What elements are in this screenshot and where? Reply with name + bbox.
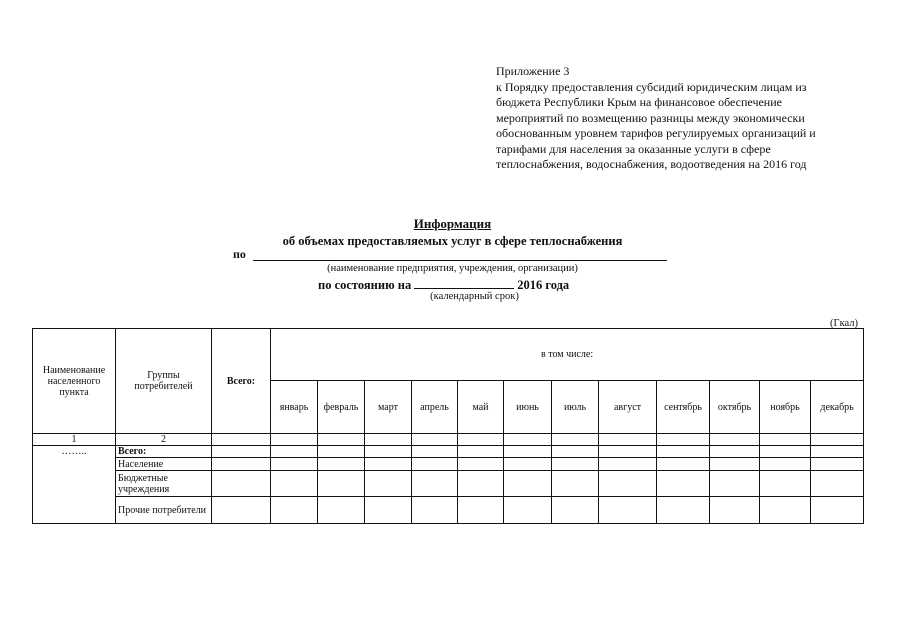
org-name-field[interactable]: [253, 260, 667, 261]
column-number: 2: [116, 434, 212, 446]
annex-line: теплоснабжения, водоснабжения, водоотведения на 2016 год: [496, 157, 807, 171]
header-including: в том числе:: [271, 329, 864, 381]
row-other-label: Прочие потребители: [116, 497, 212, 524]
month-header: июль: [552, 381, 599, 434]
month-header: январь: [271, 381, 318, 434]
month-header: октябрь: [710, 381, 760, 434]
month-header: март: [365, 381, 412, 434]
services-table: [32, 328, 864, 524]
annex-line: мероприятий по возмещению разницы между экономически: [496, 110, 805, 125]
annex-line: Приложение 3: [496, 64, 570, 78]
as-of-suffix: 2016 года: [517, 278, 570, 292]
date-caption: (календарный срок): [430, 291, 519, 302]
unit-label: (Гкал): [830, 318, 858, 329]
month-header: май: [458, 381, 504, 434]
annex-reference: [496, 64, 876, 173]
month-header: июнь: [504, 381, 552, 434]
row-budget-label: Бюджетные учреждения: [116, 471, 212, 497]
as-of-prefix: по состоянию на: [318, 278, 412, 292]
month-header: август: [599, 381, 657, 434]
document-subtitle: об объемах предоставляемых услуг в сфере теплоснабжения: [282, 234, 623, 248]
month-header: апрель: [412, 381, 458, 434]
date-field[interactable]: [414, 277, 514, 289]
annex-line: тарифами для населения за оказанные услуги в сфере: [496, 141, 771, 156]
header-total: Всего:: [212, 329, 271, 434]
month-header: февраль: [318, 381, 365, 434]
month-header: сентябрь: [657, 381, 710, 434]
annex-line: обоснованным уровнем тарифов регулируемых организаций и: [496, 126, 816, 140]
header-group: Группы потребителей: [116, 329, 212, 434]
po-label: по: [233, 247, 246, 261]
org-caption: (наименование предприятия, учреждения, организации): [327, 263, 578, 274]
row-population-label: Население: [116, 458, 212, 471]
settlement-cell[interactable]: [33, 446, 116, 524]
row-total-label: Всего:: [116, 446, 212, 458]
column-number: 1: [33, 434, 116, 446]
document-title: Информация: [413, 216, 492, 231]
settlement-placeholder: ……..: [61, 446, 87, 457]
header-settlement: Наименование населенного пункта: [33, 329, 116, 434]
month-header: ноябрь: [760, 381, 811, 434]
annex-line: бюджета Республики Крым на финансовое обеспечение: [496, 95, 782, 109]
annex-line: к Порядку предоставления субсидий юридическим лицам из: [496, 79, 807, 94]
month-header: декабрь: [811, 381, 864, 434]
